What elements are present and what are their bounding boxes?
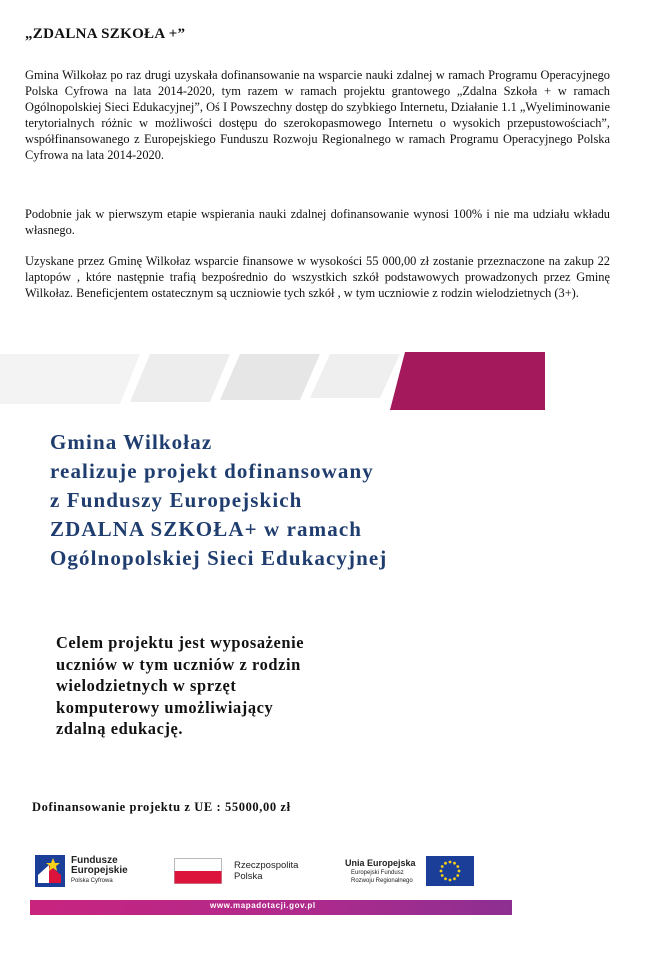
fe-logo-line3: Polska Cyfrowa xyxy=(71,878,113,884)
project-title-line: z Funduszy Europejskich xyxy=(50,488,303,512)
website-strip xyxy=(30,900,512,915)
rzeczpospolita-polska-logo xyxy=(174,852,324,890)
intro-paragraph: Gmina Wilkołaz po raz drugi uzyskała dofinansowanie na wsparcie nauki zdalnej w ramach Programu Operacyjnego Polska Cyfrowa na lata 2014-2020, tym razem w ramach projektu grantowego „Zdalna Szkoła + w ramach Ogólnopolskiej Sieci Edukacyjnej”, Oś I Powszechny dostęp do szybkiego Internetu, Działanie 1.1 „Wyeliminowanie terytorialnych różnic w możliwości dostępu do szerokopasmowego Internetu o wysokich przepustowościach”, współfinansowanego z Europejskiego Funduszu Rozwoju Regionalnego w ramach Programu Operacyjnego Polska Cyfrowa na lata 2014-2020. xyxy=(25,68,610,162)
document-heading: „ZDALNA SZKOŁA +” xyxy=(25,26,186,42)
fe-logo-line1: Fundusze xyxy=(71,855,118,866)
project-title-line: Ogólnopolskiej Sieci Edukacyjnej xyxy=(50,546,388,570)
website-link[interactable]: www.mapadotacji.gov.pl xyxy=(210,901,316,910)
fundusze-europejskie-logo xyxy=(35,852,155,890)
project-goal-line: komputerowy umożliwiający xyxy=(56,697,274,717)
project-title xyxy=(50,428,387,573)
polish-flag-icon xyxy=(174,858,222,884)
ue-logo-line1: Unia Europejska xyxy=(345,857,416,868)
banner-magenta-block xyxy=(390,352,545,410)
ue-logo-line3: Rozwoju Regionalnego xyxy=(351,877,413,884)
project-goal-line: uczniów w tym uczniów z rodzin xyxy=(56,654,301,674)
project-title-line: Gmina Wilkołaz xyxy=(50,430,213,454)
project-goal-line: Celem projektu jest wyposażenie xyxy=(56,633,305,652)
project-title-line: ZDALNA SZKOŁA+ w ramach xyxy=(50,517,363,541)
project-goal-line: zdalną edukację. xyxy=(56,719,184,738)
unia-europejska-logo xyxy=(345,852,513,890)
rp-logo-line1: Rzeczpospolita xyxy=(234,860,299,871)
ue-logo-line2: Europejski Fundusz xyxy=(351,869,404,876)
logo-bar xyxy=(35,852,513,892)
funding-percent-paragraph: Podobnie jak w pierwszym etapie wspierania nauki zdalnej dofinansowanie wynosi 100% i nie ma udziału wkładu własnego. xyxy=(25,207,610,237)
rp-logo-line2: Polska xyxy=(234,871,263,882)
eu-flag-icon xyxy=(426,856,474,886)
laptops-paragraph: Uzyskane przez Gminę Wilkołaz wsparcie finansowe w wysokości 55 000,00 zł zostanie przeznaczone na zakup 22 laptopów , które następnie trafią bezpośrednio do wszystkich szkół podstawowych prowadzonych przez Gminę Wilkołaz. Beneficjentem ostatecznym są uczniowie tych szkół , w tym uczniowie z rodzin wielodzietnych (3+). xyxy=(25,254,610,300)
project-title-line: realizuje projekt dofinansowany xyxy=(50,459,374,483)
project-goal xyxy=(56,632,304,740)
funding-amount: Dofinansowanie projektu z UE : 55000,00 zł xyxy=(32,800,291,814)
fe-logo-line2: Europejskie xyxy=(71,865,128,876)
fundusze-europejskie-logo-icon xyxy=(35,855,65,887)
poster-banner-stripes xyxy=(0,352,560,412)
project-goal-line: wielodzietnych w sprzęt xyxy=(56,676,237,695)
